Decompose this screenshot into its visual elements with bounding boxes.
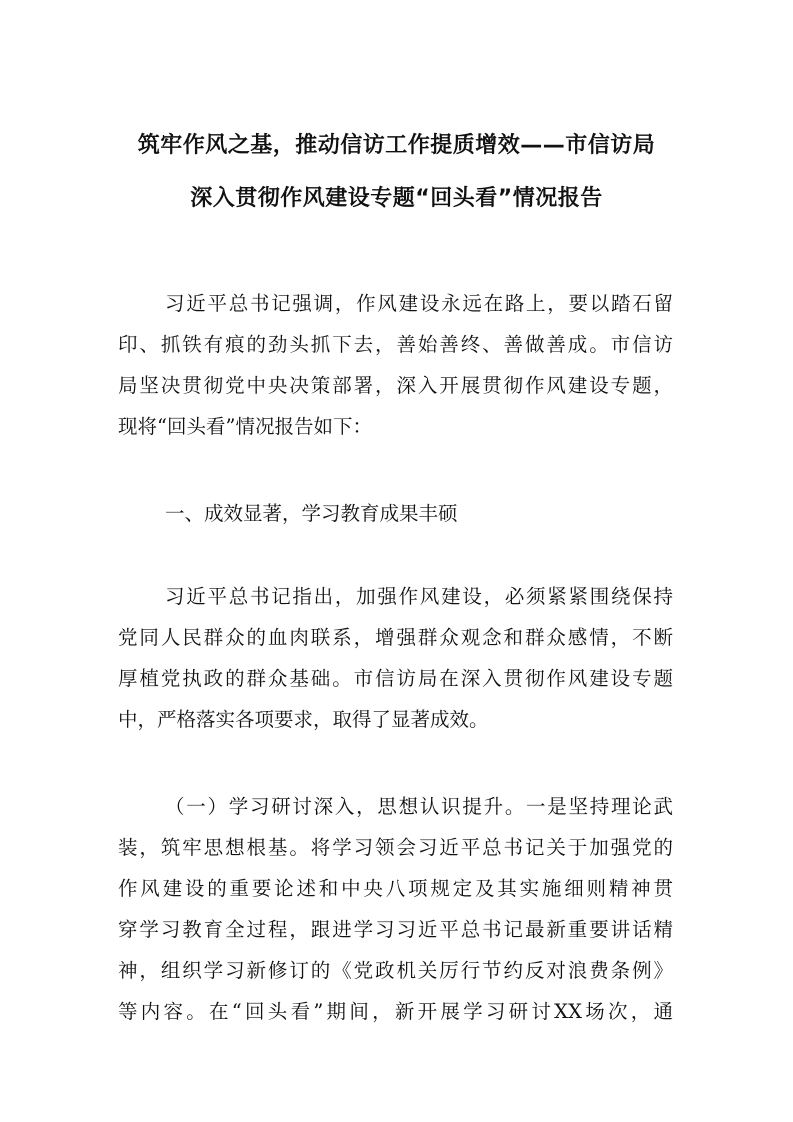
paragraph-line: 习近平总书记指出，加强作风建设，必须紧紧围绕保持 (165, 585, 673, 608)
paragraph-line: 作风建设的重要论述和中央八项规定及其实施细则精神贯 (118, 877, 673, 900)
paragraph-subsection-1 (118, 786, 673, 1032)
paragraph-line: 中，严格落实各项要求，取得了显著成效。 (118, 708, 489, 731)
paragraph-line: 等内容。在“回头看”期间，新开展学习研讨XX场次，通 (118, 1000, 673, 1023)
paragraph-line: （一）学习研讨深入，思想认识提升。一是坚持理论武 (165, 795, 673, 818)
paragraph-line: 习近平总书记强调，作风建设永远在路上，要以踏石留 (165, 292, 673, 315)
paragraph-section-1 (118, 576, 673, 740)
paragraph-line: 党同人民群众的血肉联系，增强群众观念和群众感情，不断 (118, 626, 673, 649)
paragraph-line: 现将“回头看”情况报告如下： (118, 415, 372, 438)
document-title-line-2: 深入贯彻作风建设专题“回头看”情况报告 (190, 186, 603, 211)
paragraph-line: 装，筑牢思想根基。将学习领会习近平总书记关于加强党的 (118, 836, 673, 859)
paragraph-line: 局坚决贯彻党中央决策部署，深入开展贯彻作风建设专题， (118, 374, 673, 397)
paragraph-intro (118, 283, 673, 447)
paragraph-line: 印、抓铁有痕的劲头抓下去，善始善终、善做善成。市信访 (118, 333, 673, 356)
document-title-line-1: 筑牢作风之基，推动信访工作提质增效——市信访局 (137, 133, 656, 158)
section-heading-text: 一、成效显著，学习教育成果丰硕 (165, 502, 458, 525)
section-heading (118, 493, 673, 534)
paragraph-line: 穿学习教育全过程，跟进学习习近平总书记最新重要讲话精 (118, 918, 673, 941)
paragraph-line: 神，组织学习新修订的《党政机关厉行节约反对浪费条例》 (118, 959, 673, 982)
paragraph-line: 厚植党执政的群众基础。市信访局在深入贯彻作风建设专题 (118, 667, 673, 690)
